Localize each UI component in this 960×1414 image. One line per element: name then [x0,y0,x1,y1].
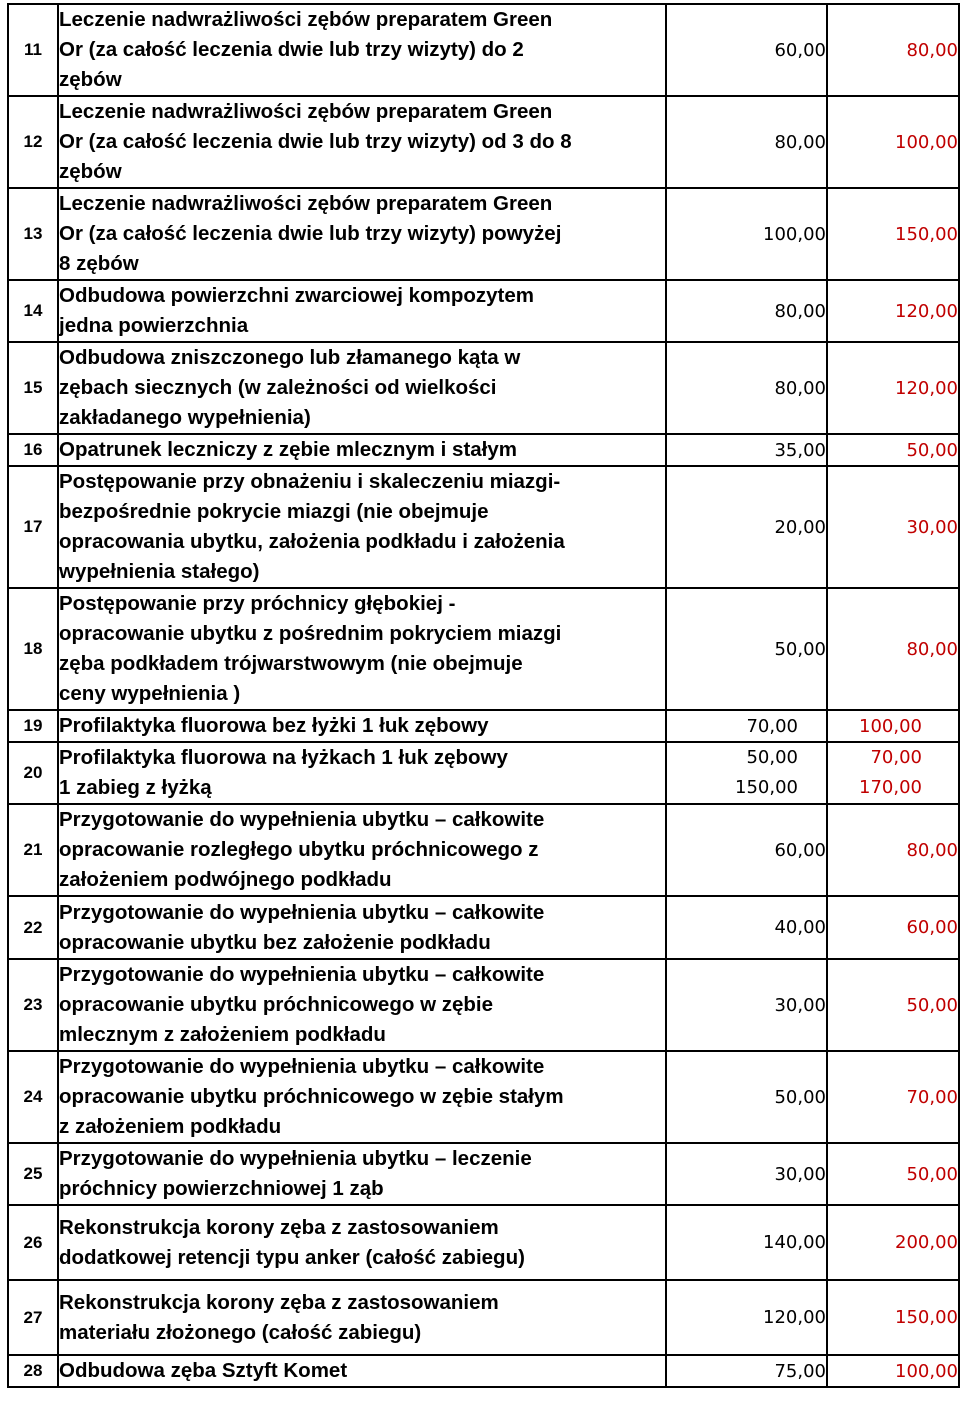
description-line: Przygotowanie do wypełnienia ubytku – całkowite [59,900,545,924]
description-line: Opatrunek leczniczy z zębie mlecznym i stałym [59,438,518,461]
description-line: zęba podkładem trójwarstwowym (nie obejmuje [59,652,523,675]
price-value: 80,00 [666,280,827,342]
price-value: 60,00 [666,4,827,96]
service-description [58,1205,666,1280]
row-number: 21 [8,804,58,896]
table-row [8,280,959,342]
table-row [8,4,959,96]
description-line: z założeniem podkładu [59,1115,282,1138]
description-line: Odbudowa zniszczonego lub złamanego kąta w [59,346,521,369]
row-number: 28 [8,1355,58,1387]
description-line: Przygotowanie do wypełnienia ubytku – całkowite [59,963,545,986]
table-row [8,588,959,710]
table-row [8,1205,959,1280]
service-description [58,342,666,434]
description-line: Leczenie nadwrażliwości zębów preparatem Green [59,192,553,215]
price-value: 80,00 [666,96,827,188]
row-number: 20 [8,742,58,804]
service-description [58,1280,666,1355]
service-description [58,896,666,959]
service-description [58,4,666,96]
price-value: 60,00 [666,804,827,896]
price-value-highlighted: 120,00 [827,280,959,342]
description-line: Profilaktyka fluorowa bez łyżki 1 łuk zębowy [59,714,489,737]
price-value-highlighted: 60,00 [827,896,959,959]
description-line: opracowanie ubytku z pośrednim pokryciem miazgi [59,622,562,645]
service-description [58,466,666,588]
service-description [58,1051,666,1143]
price-value: 100,00 [666,188,827,280]
service-description [58,804,666,896]
description-line: zębów [59,160,122,183]
service-description [58,710,666,742]
row-number: 24 [8,1051,58,1143]
description-line: Or (za całość leczenia dwie lub trzy wizyty) do 2 [59,38,524,61]
description-line: Leczenie nadwrażliwości zębów preparatem Green [59,100,553,123]
row-number: 22 [8,896,58,959]
price-value: 50,00 [666,588,827,710]
table-row [8,466,959,588]
service-description [58,1143,666,1205]
description-line: materiału złożonego (całość zabiegu) [59,1320,422,1344]
description-line: dodatkowej retencji typu anker (całość zabiegu) [59,1245,525,1269]
description-line: Odbudowa zęba Sztyft Komet [59,1359,348,1382]
table-row [8,1355,959,1387]
price-value-highlighted: 50,00 [827,434,959,466]
description-line: opracowanie ubytku próchnicowego w zębie [59,993,493,1016]
service-description [58,280,666,342]
price-value-highlighted: 80,00 [827,4,959,96]
row-number: 18 [8,588,58,710]
row-number: 14 [8,280,58,342]
service-description [58,1355,666,1387]
description-line: zębach siecznych (w zależności od wielkości [59,376,497,399]
row-number: 27 [8,1280,58,1355]
price-value [666,742,827,804]
price-value-highlighted: 150,00 [827,1280,959,1355]
service-description [58,588,666,710]
description-line: Przygotowanie do wypełnienia ubytku – całkowite [59,1055,545,1078]
price-value-highlighted: 100,00 [827,710,959,742]
price-value: 50,00 [666,1051,827,1143]
table-row [8,804,959,896]
price-list-page [7,3,958,1388]
price-value: 20,00 [666,466,827,588]
price-value: 35,00 [666,434,827,466]
service-description [58,188,666,280]
price-value-highlighted: 80,00 [827,588,959,710]
price-value-highlighted: 100,00 [827,96,959,188]
description-line: próchnicy powierzchniowej 1 ząb [59,1177,384,1200]
description-line: opracowanie ubytku bez założenie podkładu [59,930,491,954]
table-row [8,434,959,466]
description-line: ceny wypełnienia ) [59,682,241,705]
price-value: 70,00 [666,710,827,742]
price-value-highlighted: 100,00 [827,1355,959,1387]
price-value: 30,00 [666,1143,827,1205]
row-number: 25 [8,1143,58,1205]
description-line: opracowanie ubytku próchnicowego w zębie stałym [59,1085,564,1108]
price-value-highlighted [827,742,959,804]
table-row [8,959,959,1051]
table-row [8,188,959,280]
price-value-highlighted: 50,00 [827,959,959,1051]
row-number: 23 [8,959,58,1051]
description-line: założeniem podwójnego podkładu [59,868,392,891]
table-row [8,1051,959,1143]
description-line: zakładanego wypełnienia) [59,406,311,429]
description-line: Przygotowanie do wypełnienia ubytku – leczenie [59,1147,532,1170]
table-row [8,342,959,434]
row-number: 11 [8,4,58,96]
service-description [58,434,666,466]
description-line: bezpośrednie pokrycie miazgi (nie obejmuje [59,500,489,523]
price-value-highlighted: 50,00 [827,1143,959,1205]
description-line: Odbudowa powierzchni zwarciowej kompozytem [59,284,534,307]
table-row [8,710,959,742]
price-value: 40,00 [666,896,827,959]
price-value: 120,00 [666,1280,827,1355]
price-line: 150,00 [735,777,798,798]
price-value: 30,00 [666,959,827,1051]
price-value-highlighted: 120,00 [827,342,959,434]
description-line: jedna powierzchnia [59,314,249,337]
price-table-body [8,4,959,1387]
table-row [8,96,959,188]
price-line-highlighted: 70,00 [870,747,922,768]
description-line: Rekonstrukcja korony zęba z zastosowaniem [59,1215,499,1239]
price-line: 50,00 [746,747,798,768]
price-value: 80,00 [666,342,827,434]
description-line: Postępowanie przy obnażeniu i skaleczeniu miazgi- [59,470,561,493]
description-line: Or (za całość leczenia dwie lub trzy wizyty) powyżej [59,222,562,245]
description-line: Profilaktyka fluorowa na łyżkach 1 łuk zębowy [59,746,508,769]
price-value: 140,00 [666,1205,827,1280]
description-line: zębów [59,68,122,91]
row-number: 12 [8,96,58,188]
description-line: Leczenie nadwrażliwości zębów preparatem Green [59,8,553,31]
row-number: 15 [8,342,58,434]
table-row [8,1280,959,1355]
row-number: 19 [8,710,58,742]
price-value-highlighted: 30,00 [827,466,959,588]
description-line: Or (za całość leczenia dwie lub trzy wizyty) od 3 do 8 [59,130,572,153]
price-value-highlighted: 200,00 [827,1205,959,1280]
description-line: Rekonstrukcja korony zęba z zastosowaniem [59,1290,499,1314]
row-number: 13 [8,188,58,280]
row-number: 16 [8,434,58,466]
service-description [58,96,666,188]
description-line: wypełnienia stałego) [59,560,260,583]
service-description [58,742,666,804]
table-row [8,742,959,804]
row-number: 17 [8,466,58,588]
price-value-highlighted: 150,00 [827,188,959,280]
description-line: Postępowanie przy próchnicy głębokiej - [59,592,456,615]
description-line: 8 zębów [59,252,139,275]
price-line-highlighted: 170,00 [859,777,922,798]
table-row [8,1143,959,1205]
description-line: 1 zabieg z łyżką [59,776,212,799]
description-line: opracowania ubytku, założenia podkładu i założenia [59,530,565,553]
price-table [7,3,960,1388]
price-value-highlighted: 80,00 [827,804,959,896]
price-value-highlighted: 70,00 [827,1051,959,1143]
description-line: opracowanie rozległego ubytku próchnicowego z [59,838,539,861]
table-row [8,896,959,959]
description-line: mlecznym z założeniem podkładu [59,1023,386,1046]
price-value: 75,00 [666,1355,827,1387]
row-number: 26 [8,1205,58,1280]
description-line: Przygotowanie do wypełnienia ubytku – całkowite [59,808,545,831]
service-description [58,959,666,1051]
